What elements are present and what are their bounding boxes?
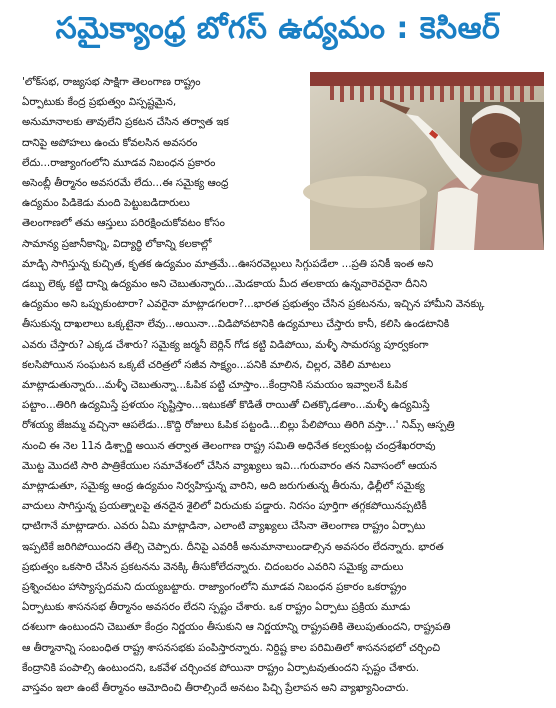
article-line: ఏర్పాటుకు కేంద్ర ప్రభుత్వం విస్పష్టమైన, [22, 96, 177, 109]
article-line: దానిపై అపోహలు ఉంచు కోవలసిన అవసరం [22, 136, 198, 149]
article-line: తెలంగాణలో తమ ఆస్తులు పరిరక్షించుకోవటం కోసం [22, 217, 225, 230]
article-line: 'లోక్‌సభ, రాజ్యసభ సాక్షిగా తెలంగాణ రాష్ట్రం [22, 76, 201, 88]
speaker-photo [310, 72, 544, 250]
article-line: రోశయ్య జేజమ్మ వచ్చినా ఆపలేడు...కొద్ది రోజులు ఓపిక పట్టండి...బిల్లు పేలిపోయి తిరిగి వస్తా...' నిమ్స్ ఆస్పత్రి [22, 419, 455, 432]
article-line: దశలుగా ఉంటుందని చెబుతూ కేంద్రం నిర్ణయం తీసుకుని ఆ నిర్ణయాన్ని రాష్ట్రపతికి తెలుపుతుందని, రాష్ట్రపతి [22, 621, 451, 634]
article-line: మాడ్చి సాగిస్తున్న కుచ్చిత, కృతక ఉద్యమం మాత్రమే...ఊసరవెల్లులు సిగ్గుపడేలా ...ప్రతి పనికీ ఇంత అని [22, 257, 434, 270]
article-line: ఆ తీర్మానాన్ని సంబంధిత రాష్ట్ర శాసనసభకు పంపిస్తారన్నారు. నిర్దిష్ట కాల పరిమితిలో శాసనసభలో చర్చించి [22, 641, 441, 654]
article-line: కేంద్రానికి పంపాల్సి ఉంటుందని, ఒకవేళ చర్చించక పోయినా రాష్ట్రం ఏర్పాటవుతుందని స్పష్టం చేశారు. [22, 661, 420, 674]
article-line: ఉద్యమం పిడికెడు మంది పెట్టుబడిదారులు [22, 197, 190, 210]
article-line: ఏర్పాటుకు శాసనసభ తీర్మానం అవసరం లేదని స్పష్టం చేశారు. ఒక రాష్ట్రం ఏర్పాటు ప్రక్రియ మూడు [22, 601, 411, 614]
article-line: ఇప్పటికే జరిగిపోయిందని తేల్చి చెప్పారు. దీనిపై ఎవరికీ అనుమానాలుండాల్సిన అవసరం లేదన్నారు. భారత [22, 540, 444, 553]
article-line: ఉద్యమం అని ఒప్పుకుంటారా? ఎవరైనా మాట్లాడగలరా?...భారత ప్రభుత్వం చేసిన ప్రకటనను, ఇచ్చిన హామీని వెనక్కు [22, 298, 485, 311]
article-line: అనుమానాలకు తావులేని ప్రకటన చేసిన తర్వాత ఇక [22, 116, 229, 129]
article-line: నుంచి ఈ నెల 11న డిశ్చార్జి అయిన తర్వాత తెలంగాణ రాష్ట్ర సమితి అధినేత కల్వకుంట్ల చంద్రశేఖరరావు [22, 439, 436, 452]
article-line: ప్రశ్నించటం హాస్యాస్పదమని దుయ్యబట్టారు. రాజ్యాంగంలోని మూడవ నిబంధన ప్రకారం ఒకరాష్ట్రం [22, 581, 407, 594]
article-line: మాట్లాడుతున్నారు...మళ్ళీ చెబుతున్నా...ఓపిక పట్టి చూస్తాం...కేంద్రానికి సమయం ఇవ్వాలనే ఓపిక [22, 379, 408, 392]
article-line: ఎవరు చేస్తారు? ఎక్కడ చేశారు? సమైక్య జర్మనీ బెర్లిన్ గోడ కట్టి విడిపోయి, మళ్ళీ సామరస్య పూర్వకంగా [22, 338, 429, 351]
article-line: లేదు...రాజ్యాంగంలోని మూడవ నిబంధన ప్రకారం [22, 156, 216, 169]
article-line: మాట్లాడుతూ, సమైక్య ఆంధ్ర ఉద్యమం నిర్వహిస్తున్న వారిని, అది జరుగుతున్న తీరును, ఢిల్లీలో సమైక్య [22, 480, 425, 493]
speaker-photo-illustration [310, 72, 544, 250]
article-line: మొట్ట మొదటి సారి పాత్రికేయుల సమావేశంలో చేసిన వ్యాఖ్యలు ఇవి...గురువారం తన నివాసంలో ఆయన [22, 459, 437, 472]
headline: సమైక్యాంధ్ర బోగస్ ఉద్యమం : కెసిఆర్ [55, 11, 501, 46]
article-line: సామాన్య ప్రజానీకాన్ని, విద్యార్థి లోకాన్ని కలకాల్లో [22, 237, 212, 250]
article-body [22, 72, 544, 698]
article-line: వాదులు సాగిస్తున్న ప్రయత్నాలపై తనదైన శైలిలో విరుచుకు పడ్డారు. నిరసం పూర్తిగా తగ్గకపోయినప్పటికీ [22, 500, 427, 513]
article-line: కలసిపోయిన సంఘటన ఒక్కటే చరిత్రలో సజీవ సాక్ష్యం...పనికి మాలిన, చిల్లర, వెకిలి మాటలు [22, 358, 391, 371]
article-line: ధాటిగానే మాట్లాడారు. ఎవరు ఏమి మాట్లాడినా, ఎలాంటి వ్యాఖ్యలు చేసినా తెలంగాణ రాష్ట్రం ఏర్పాటు [22, 520, 426, 533]
article-line: పట్టాం...తిరిగి ఉద్యమిస్తే ప్రళయం సృష్టిస్తాం...ఇటుకతో కొడితే రాయితో చితక్కొడతాం...మళ్ళీ ఉద్యమిస్తే [22, 399, 430, 412]
article-line: వాస్తవం ఇలా ఉంటే తీర్మానం ఆమోదించి తీరాల్సిందే అనటం పిచ్చి ప్రేలాపన అని వ్యాఖ్యానించారు. [22, 682, 409, 695]
article-line: డబ్బు లెక్క కట్టి దాన్ని ఉద్యమం అని చెబుతున్నారు...మెడకాయ మీద తలకాయ ఉన్నవారెవరైనా దీనిని [22, 278, 428, 291]
article-line: తీసుకున్న దాఖలాలు ఒక్కటైనా లేవు...అయినా...విడిపోవటానికి ఉద్యమాలు చేస్తారు కానీ, కలిసి ఉండటానికి [22, 318, 450, 331]
article-line: ప్రభుత్వం ఒకసారి చేసిన ప్రకటనను వెనక్కి తీసుకోలేదన్నారు. చిదంబరం ఎవరిని సమైక్య వాదులు [22, 560, 404, 573]
article-line: అసెంబ్లీ తీర్మానం అవసరమే లేదు...ఈ సమైక్య ఆంధ్ర [22, 177, 229, 190]
